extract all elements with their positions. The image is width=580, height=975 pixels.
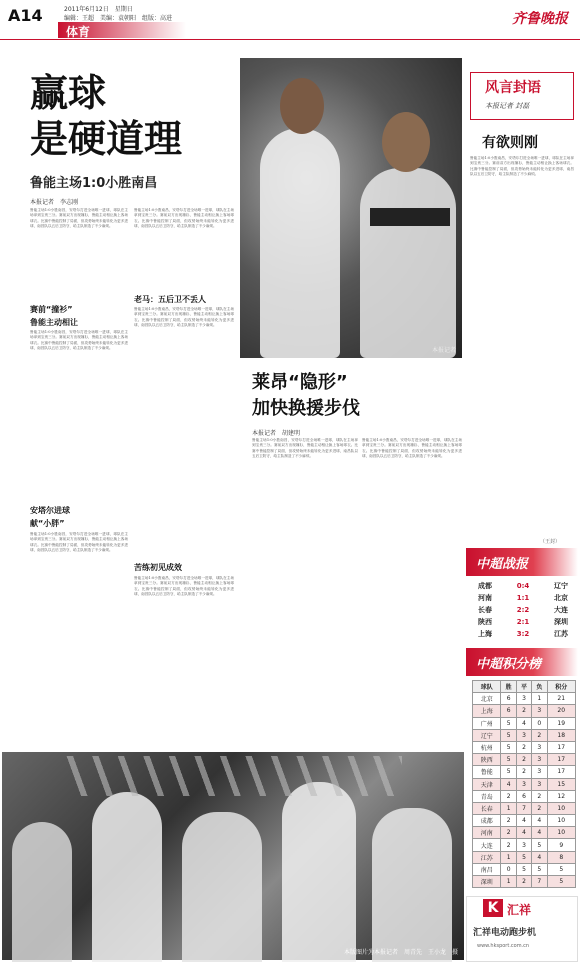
standings-cell: 20 bbox=[547, 705, 576, 717]
standings-cell: 0 bbox=[501, 863, 516, 875]
standings-banner bbox=[466, 648, 578, 676]
schedule-row bbox=[478, 592, 568, 604]
article-col-1b: 鲁能主场1:0小胜南昌，安塔尔打进全场唯一进球，球队在主场拿到宝贵三分。赛前双方出现撞衫，鲁能主动相让换上客场球衣。比赛中鲁能控制了局面，但攻势始终未能转化为更多进球，南昌队以五后卫防守，给主队制造了不少麻烦。 bbox=[30, 330, 128, 350]
schedule-away: 北京 bbox=[553, 594, 568, 602]
standings-cell: 2 bbox=[532, 729, 547, 741]
feature-headline bbox=[252, 370, 462, 422]
standings-cell: 0 bbox=[532, 717, 547, 729]
standings-cell: 9 bbox=[547, 839, 576, 851]
schedule-row bbox=[478, 604, 568, 616]
standings-cell: 5 bbox=[501, 754, 516, 766]
standings-row bbox=[473, 815, 576, 827]
masthead-logo: 齐鲁晚报 bbox=[512, 11, 568, 27]
standings-cell: 5 bbox=[516, 851, 531, 863]
schedule-home: 长春 bbox=[478, 606, 492, 614]
standings-cell: 2 bbox=[516, 876, 531, 888]
standings-cell: 1 bbox=[501, 851, 516, 863]
standings-cell: 3 bbox=[516, 839, 531, 851]
standings-cell: 6 bbox=[501, 693, 516, 705]
standings-cell: 15 bbox=[547, 778, 576, 790]
schedule-list bbox=[478, 580, 568, 640]
masthead-rule bbox=[0, 39, 580, 40]
standings-cell: 21 bbox=[547, 693, 576, 705]
standings-cell: 2 bbox=[516, 754, 531, 766]
ad-box bbox=[466, 896, 578, 962]
standings-team: 大连 bbox=[473, 839, 501, 851]
article-col-2a: 鲁能主场1:0小胜南昌，安塔尔打进全场唯一进球，球队在主场拿到宝贵三分。赛前双方出现撞衫，鲁能主动相让换上客场球衣。比赛中鲁能控制了局面，但攻势始终未能转化为更多进球，南昌队以五后卫防守，给主队制造了不少麻烦。 bbox=[134, 208, 234, 228]
feature-col-2: 鲁能主场1:0小胜南昌，安塔尔打进全场唯一进球，球队在主场拿到宝贵三分。赛前双方出现撞衫，鲁能主动相让换上客场球衣。比赛中鲁能控制了局面，但攻势始终未能转化为更多进球，南昌队以五后卫防守，给主队制造了不少麻烦。 bbox=[362, 438, 462, 458]
column-brand: 风言封语 bbox=[485, 80, 541, 96]
standings-row bbox=[473, 802, 576, 814]
schedule-row bbox=[478, 616, 568, 628]
standings-row bbox=[473, 778, 576, 790]
standings-cell: 2 bbox=[516, 766, 531, 778]
feature-title-line2: 加快换援步伐 bbox=[252, 398, 360, 419]
schedule-score: 2:2 bbox=[516, 606, 530, 614]
standings-title: 中超积分榜 bbox=[476, 657, 542, 672]
standings-row bbox=[473, 741, 576, 753]
column-body: 鲁能主场1:0小胜南昌，安塔尔打进全场唯一进球，球队在主场拿到宝贵三分。赛前双方出现撞衫，鲁能主动相让换上客场球衣。比赛中鲁能控制了局面，但攻势始终未能转化为更多进球，南昌队以五后卫防守，给主队制造了不少麻烦。 bbox=[470, 156, 574, 176]
standings-team: 河南 bbox=[473, 827, 501, 839]
schedule-away: 深圳 bbox=[553, 618, 568, 626]
standings-team: 深圳 bbox=[473, 876, 501, 888]
article-col-1a: 鲁能主场1:0小胜南昌，安塔尔打进全场唯一进球，球队在主场拿到宝贵三分。赛前双方出现撞衫，鲁能主动相让换上客场球衣。比赛中鲁能控制了局面，但攻势始终未能转化为更多进球，南昌队以五后卫防守，给主队制造了不少麻烦。 bbox=[30, 208, 128, 228]
headline-line-1: 赢球 bbox=[30, 71, 107, 115]
standings-team: 辽宁 bbox=[473, 729, 501, 741]
jersey-stripe bbox=[370, 208, 450, 226]
standings-cell: 4 bbox=[501, 778, 516, 790]
standings-cell: 2 bbox=[516, 705, 531, 717]
standings-cell: 2 bbox=[501, 827, 516, 839]
standings-cell: 2 bbox=[532, 790, 547, 802]
celebration-photo bbox=[2, 752, 464, 960]
standings-row bbox=[473, 876, 576, 888]
bottom-photo-caption: 本版图片为本报记者 周青先 王小龙 摄 bbox=[343, 949, 458, 956]
standings-team: 北京 bbox=[473, 693, 501, 705]
article-col-2b: 鲁能主场1:0小胜南昌，安塔尔打进全场唯一进球，球队在主场拿到宝贵三分。赛前双方出现撞衫，鲁能主动相让换上客场球衣。比赛中鲁能控制了局面，但攻势始终未能转化为更多进球，南昌队以五后卫防守，给主队制造了不少麻烦。 bbox=[134, 307, 234, 327]
standings-cell: 3 bbox=[532, 741, 547, 753]
column-signoff: （王封） bbox=[540, 539, 561, 545]
standings-cell: 17 bbox=[547, 741, 576, 753]
standings-cell: 7 bbox=[516, 802, 531, 814]
photo-credit-top: 本报记者 bbox=[431, 347, 456, 354]
subhead-1-line2: 鲁能主动相让 bbox=[30, 318, 78, 327]
standings-cell: 4 bbox=[532, 827, 547, 839]
standings-cell: 1 bbox=[532, 693, 547, 705]
standings-cell: 3 bbox=[532, 754, 547, 766]
schedule-title: 中超战报 bbox=[476, 557, 529, 572]
standings-header-row bbox=[473, 681, 576, 693]
schedule-banner bbox=[466, 548, 578, 576]
headline-line-2: 是硬道理 bbox=[30, 117, 183, 161]
standings-cell: 5 bbox=[547, 863, 576, 875]
column-title: 有欲则刚 bbox=[482, 135, 538, 151]
standings-row bbox=[473, 693, 576, 705]
standings-cell: 2 bbox=[532, 802, 547, 814]
column-signature: 本报记者 封磊 bbox=[485, 102, 530, 110]
headline-subtitle: 鲁能主场1:0小胜南昌 bbox=[30, 176, 158, 191]
subhead-2-line1: 安塔尔进球 bbox=[30, 506, 70, 515]
standings-cell: 10 bbox=[547, 815, 576, 827]
standings-team: 江苏 bbox=[473, 851, 501, 863]
standings-cell: 1 bbox=[501, 802, 516, 814]
player-silhouette-5 bbox=[372, 808, 452, 962]
standings-cell: 17 bbox=[547, 754, 576, 766]
standings-row bbox=[473, 839, 576, 851]
standings-cell: 5 bbox=[501, 741, 516, 753]
standings-team: 南昌 bbox=[473, 863, 501, 875]
standings-cell: 5 bbox=[501, 729, 516, 741]
standings-header-cell: 负 bbox=[532, 681, 547, 693]
page-number: A14 bbox=[8, 6, 43, 25]
standings-header-cell: 积分 bbox=[547, 681, 576, 693]
standings-cell: 5 bbox=[516, 863, 531, 875]
raised-arms bbox=[62, 756, 402, 796]
standings-table bbox=[472, 680, 576, 888]
standings-team: 杭州 bbox=[473, 741, 501, 753]
schedule-home: 上海 bbox=[478, 630, 492, 638]
standings-row bbox=[473, 729, 576, 741]
schedule-away: 大连 bbox=[553, 606, 568, 614]
standings-row bbox=[473, 827, 576, 839]
schedule-row bbox=[478, 628, 568, 640]
column-brand-box bbox=[470, 72, 574, 120]
standings-cell: 2 bbox=[516, 741, 531, 753]
schedule-score: 3:2 bbox=[516, 630, 530, 638]
schedule-away: 辽宁 bbox=[553, 582, 568, 590]
main-headline bbox=[30, 70, 230, 162]
standings-cell: 2 bbox=[501, 790, 516, 802]
standings-cell: 5 bbox=[547, 876, 576, 888]
standings-cell: 4 bbox=[516, 827, 531, 839]
schedule-home: 河南 bbox=[478, 594, 492, 602]
schedule-score: 2:1 bbox=[516, 618, 530, 626]
ad-brand: 汇祥 bbox=[507, 903, 532, 917]
standings-row bbox=[473, 766, 576, 778]
standings-cell: 2 bbox=[501, 815, 516, 827]
standings-team: 长春 bbox=[473, 802, 501, 814]
feature-byline: 本报记者 胡建明 bbox=[252, 430, 301, 437]
ad-url: www.hksport.com.cn bbox=[477, 943, 530, 949]
standings-cell: 17 bbox=[547, 766, 576, 778]
subhead-2-line2: 献“小胖” bbox=[30, 519, 65, 528]
standings-cell: 3 bbox=[516, 729, 531, 741]
section-label: 体育 bbox=[66, 25, 91, 39]
subhead-1-line1: 赛前“撞衫” bbox=[30, 305, 73, 314]
schedule-away: 江苏 bbox=[553, 630, 568, 638]
player-silhouette-1 bbox=[12, 822, 72, 962]
standings-team: 天津 bbox=[473, 778, 501, 790]
standings-cell: 2 bbox=[501, 839, 516, 851]
player-head-left bbox=[280, 78, 324, 134]
player-figure-left bbox=[260, 128, 340, 358]
standings-team: 成都 bbox=[473, 815, 501, 827]
standings-row bbox=[473, 851, 576, 863]
article-col-1c: 鲁能主场1:0小胜南昌，安塔尔打进全场唯一进球，球队在主场拿到宝贵三分。赛前双方出现撞衫，鲁能主动相让换上客场球衣。比赛中鲁能控制了局面，但攻势始终未能转化为更多进球，南昌队以五后卫防守，给主队制造了不少麻烦。 bbox=[30, 532, 128, 552]
standings-cell: 5 bbox=[501, 766, 516, 778]
standings-row bbox=[473, 790, 576, 802]
match-photo-top bbox=[240, 58, 462, 358]
standings-cell: 3 bbox=[532, 778, 547, 790]
standings-cell: 12 bbox=[547, 790, 576, 802]
player-head-right bbox=[382, 112, 430, 172]
standings-team: 上海 bbox=[473, 705, 501, 717]
player-silhouette-4 bbox=[282, 782, 356, 962]
standings-header-cell: 球队 bbox=[473, 681, 501, 693]
standings-cell: 4 bbox=[532, 851, 547, 863]
schedule-score: 1:1 bbox=[516, 594, 530, 602]
standings-cell: 5 bbox=[532, 839, 547, 851]
standings-cell: 19 bbox=[547, 717, 576, 729]
feature-title-line1: 莱昂“隐形” bbox=[252, 372, 348, 393]
standings-row bbox=[473, 705, 576, 717]
standings-cell: 3 bbox=[516, 778, 531, 790]
subhead-4: 苦练初见成效 bbox=[134, 563, 182, 572]
schedule-home: 陕西 bbox=[478, 618, 492, 626]
standings-team: 鲁能 bbox=[473, 766, 501, 778]
ad-name: 汇祥电动跑步机 bbox=[473, 928, 537, 938]
schedule-home: 成都 bbox=[478, 582, 492, 590]
standings-cell: 4 bbox=[516, 717, 531, 729]
feature-col-1: 鲁能主场1:0小胜南昌，安塔尔打进全场唯一进球，球队在主场拿到宝贵三分。赛前双方出现撞衫，鲁能主动相让换上客场球衣。比赛中鲁能控制了局面，但攻势始终未能转化为更多进球，南昌队以五后卫防守，给主队制造了不少麻烦。 bbox=[252, 438, 358, 458]
standings-cell: 10 bbox=[547, 827, 576, 839]
schedule-score: 0:4 bbox=[516, 582, 530, 590]
standings-header-cell: 胜 bbox=[501, 681, 516, 693]
date-line: 2011年6月12日 星期日 bbox=[64, 6, 133, 13]
standings-cell: 18 bbox=[547, 729, 576, 741]
standings-team: 陕西 bbox=[473, 754, 501, 766]
standings-cell: 3 bbox=[532, 766, 547, 778]
standings-cell: 6 bbox=[501, 705, 516, 717]
player-silhouette-3 bbox=[182, 812, 262, 962]
schedule-row bbox=[478, 580, 568, 592]
standings-team: 青岛 bbox=[473, 790, 501, 802]
standings-cell: 5 bbox=[501, 717, 516, 729]
player-figure-right bbox=[360, 168, 456, 358]
standings-team: 广州 bbox=[473, 717, 501, 729]
standings-cell: 8 bbox=[547, 851, 576, 863]
standings-cell: 6 bbox=[516, 790, 531, 802]
standings-cell: 4 bbox=[532, 815, 547, 827]
standings-row bbox=[473, 863, 576, 875]
standings-cell: 10 bbox=[547, 802, 576, 814]
standings-cell: 3 bbox=[532, 705, 547, 717]
subhead-3: 老马：五后卫不丢人 bbox=[134, 295, 206, 304]
standings-cell: 3 bbox=[516, 693, 531, 705]
article-col-2c: 鲁能主场1:0小胜南昌，安塔尔打进全场唯一进球，球队在主场拿到宝贵三分。赛前双方出现撞衫，鲁能主动相让换上客场球衣。比赛中鲁能控制了局面，但攻势始终未能转化为更多进球，南昌队以五后卫防守，给主队制造了不少麻烦。 bbox=[134, 576, 234, 596]
standings-cell: 1 bbox=[501, 876, 516, 888]
section-bar bbox=[58, 22, 186, 38]
editor-line: 编辑：王超 美编：袁朝阳 组版：高进 bbox=[64, 15, 173, 22]
headline-byline: 本报记者 李志刚 bbox=[30, 199, 79, 206]
standings-cell: 5 bbox=[532, 863, 547, 875]
player-silhouette-2 bbox=[92, 792, 162, 962]
masthead bbox=[0, 0, 580, 40]
standings-cell: 4 bbox=[516, 815, 531, 827]
standings-header-cell: 平 bbox=[516, 681, 531, 693]
standings-cell: 7 bbox=[532, 876, 547, 888]
ad-logo-icon: K bbox=[483, 899, 503, 917]
standings-row bbox=[473, 754, 576, 766]
standings-row bbox=[473, 717, 576, 729]
